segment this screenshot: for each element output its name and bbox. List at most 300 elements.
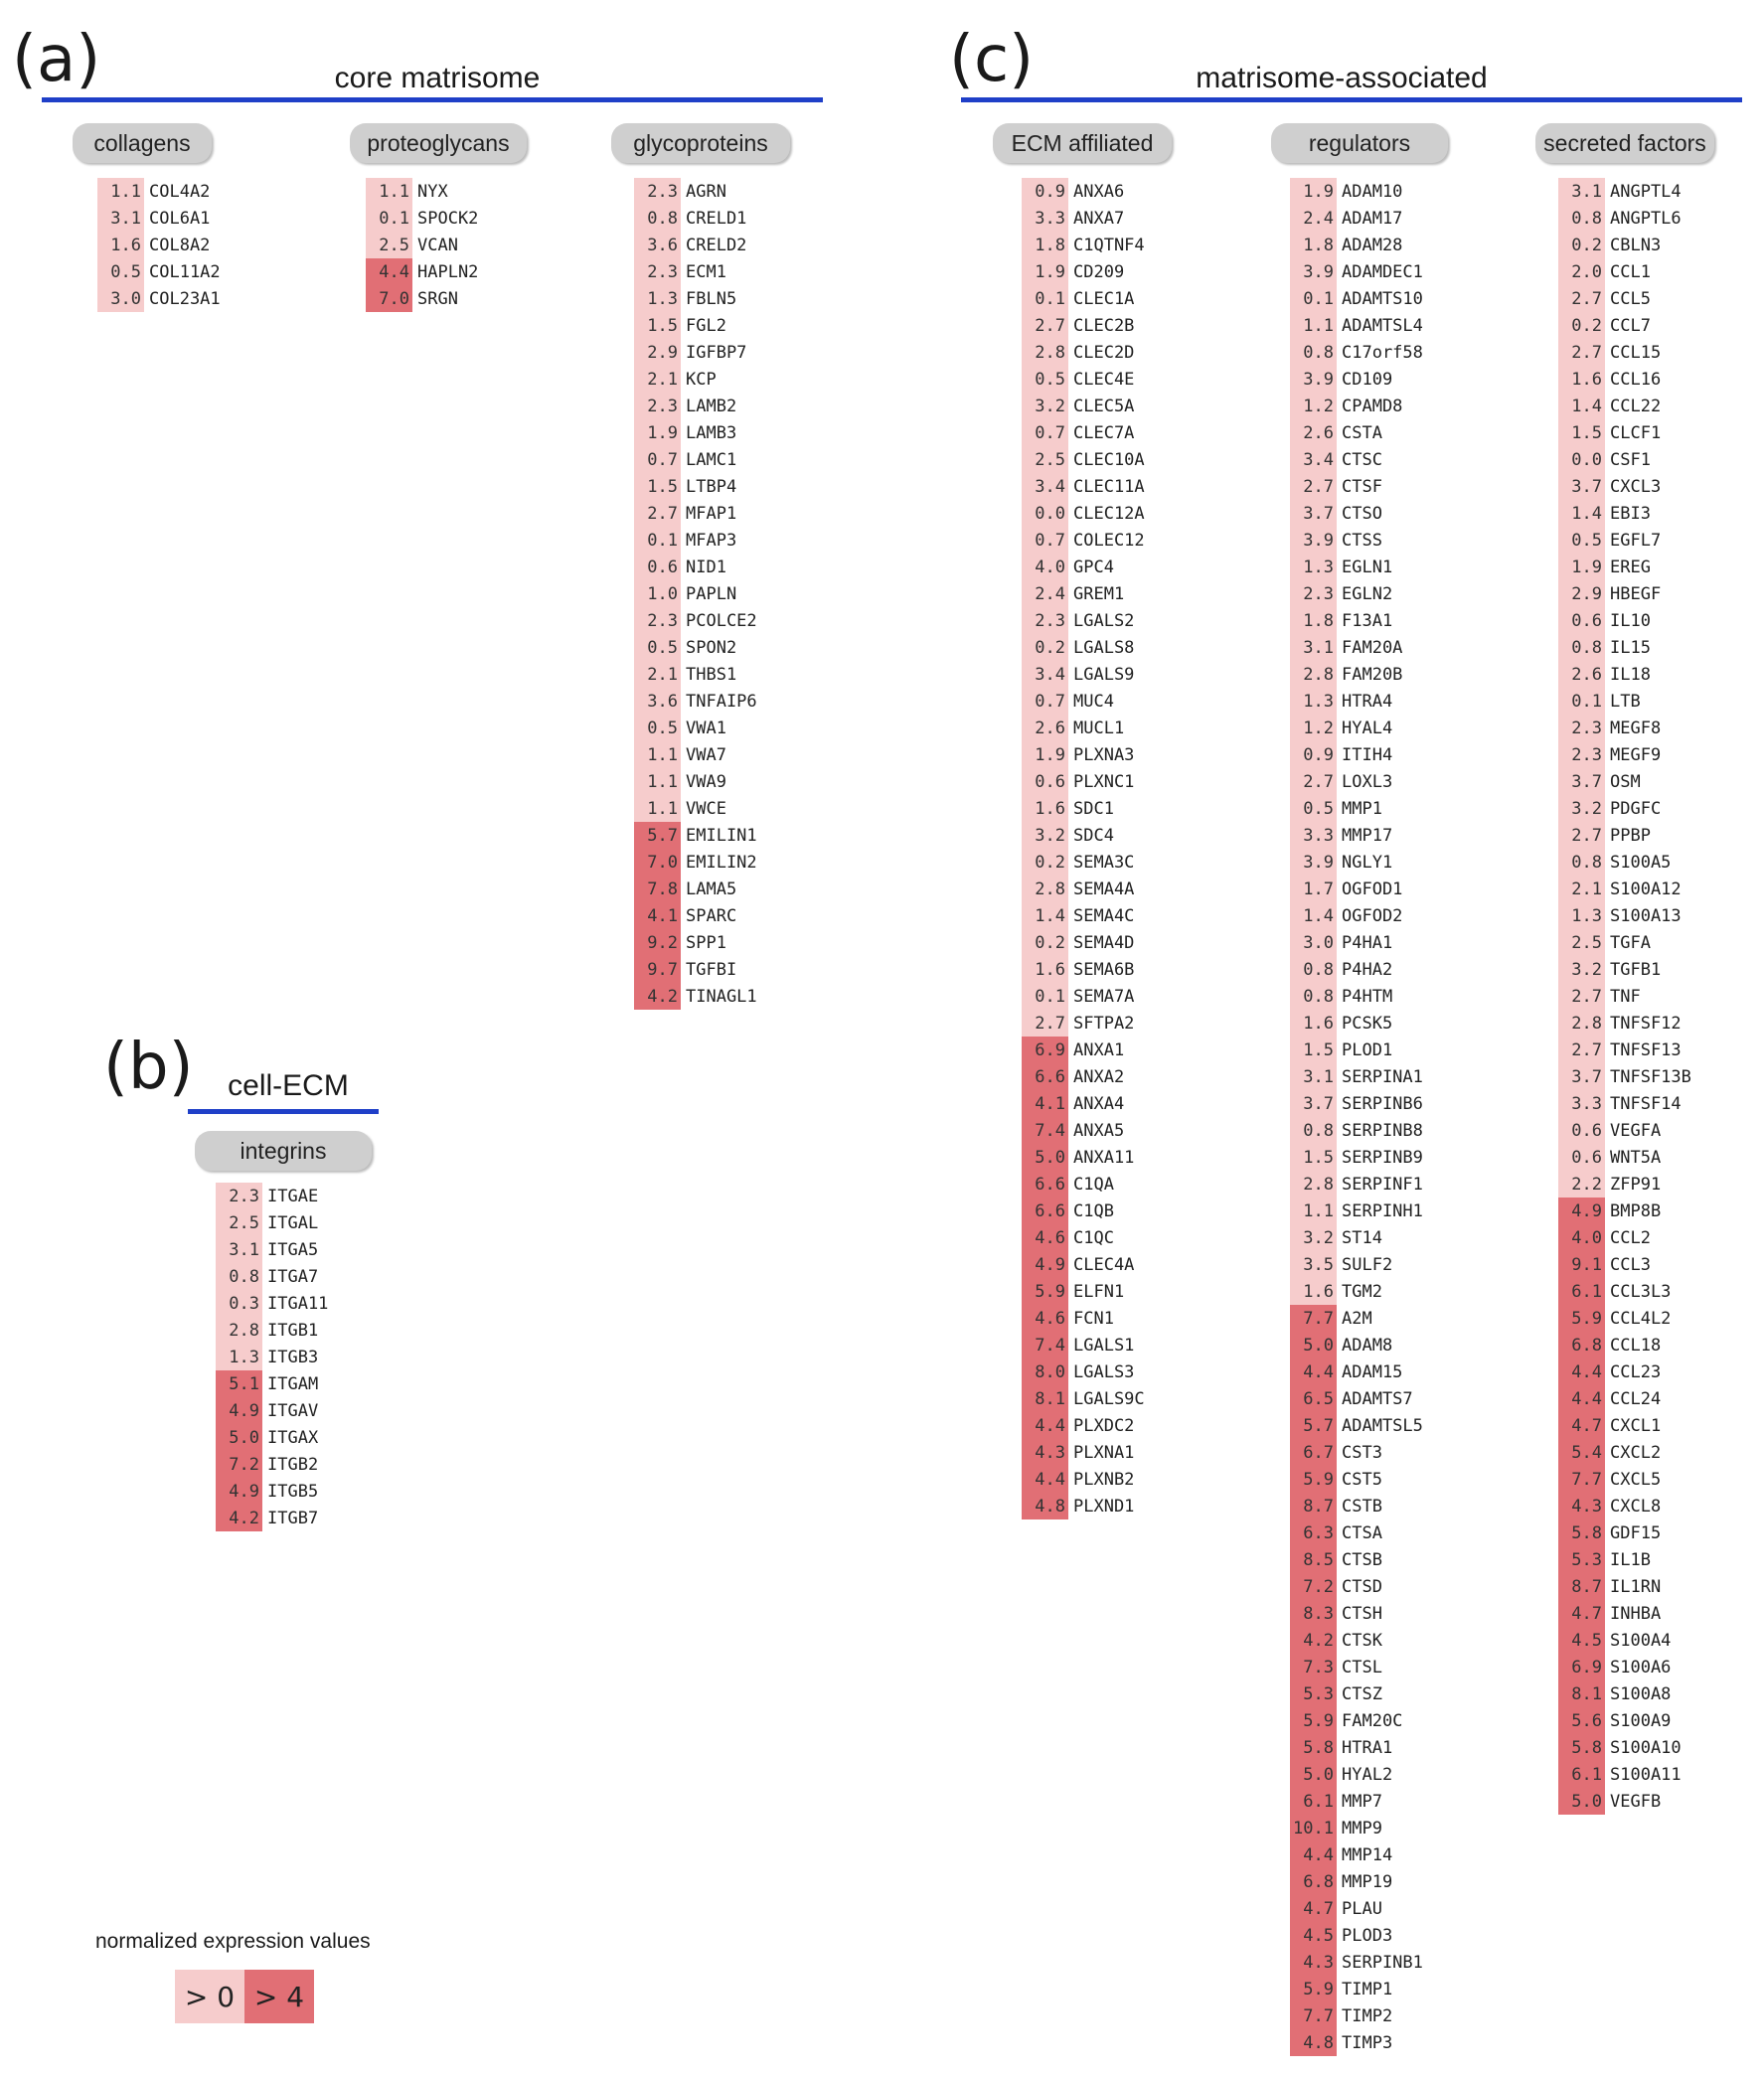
gene-row — [1022, 876, 1145, 902]
expression-value-cell: 4.3 — [1290, 1949, 1337, 1976]
gene-row — [1022, 1117, 1145, 1144]
gene-row — [216, 1424, 328, 1451]
gene-name-label: ITIH4 — [1342, 744, 1393, 765]
gene-row — [1290, 902, 1423, 929]
expression-value-cell: 6.6 — [1022, 1171, 1068, 1198]
gene-row — [1558, 580, 1691, 607]
expression-value-cell: 4.4 — [1022, 1466, 1068, 1493]
gene-row — [1558, 1707, 1691, 1734]
gene-name-label: CD109 — [1342, 369, 1393, 390]
expression-value-cell: 2.4 — [1290, 205, 1337, 232]
gene-name-label: CCL4L2 — [1610, 1308, 1672, 1329]
gene-row — [1290, 929, 1423, 956]
gene-name-label: SERPINB1 — [1342, 1952, 1423, 1973]
expression-value-cell: 2.5 — [366, 232, 412, 258]
gene-row — [634, 339, 757, 366]
expression-value-cell: 3.2 — [1558, 956, 1605, 983]
gene-row — [1290, 1412, 1423, 1439]
gene-name-label: LGALS2 — [1073, 610, 1135, 631]
gene-name-label: ITGAX — [267, 1427, 319, 1448]
expression-value-cell: 1.3 — [1558, 902, 1605, 929]
expression-value-cell: 2.3 — [1290, 580, 1337, 607]
expression-value-cell: 2.2 — [1558, 1171, 1605, 1198]
expression-value-cell: 2.7 — [1558, 983, 1605, 1010]
gene-name-label: LGALS8 — [1073, 637, 1135, 658]
expression-value-cell: 5.9 — [1022, 1278, 1068, 1305]
expression-value-cell: 1.1 — [634, 741, 681, 768]
gene-name-label: MEGF8 — [1610, 718, 1662, 738]
expression-value-cell: 4.2 — [216, 1505, 262, 1531]
expression-value-cell: 4.1 — [634, 902, 681, 929]
gene-name-label: ECM1 — [686, 261, 726, 282]
expression-value-cell: 4.8 — [1290, 2029, 1337, 2056]
gene-row — [1558, 1332, 1691, 1358]
gene-name-label: NYX — [417, 181, 448, 202]
gene-row — [1558, 1493, 1691, 1519]
gene-row — [1290, 1654, 1423, 1680]
expression-value-cell: 2.7 — [1558, 285, 1605, 312]
gene-name-label: TGFA — [1610, 932, 1651, 953]
panel-letter-b: (b) — [103, 1031, 194, 1104]
gene-row — [1290, 1815, 1423, 1841]
gene-row — [1290, 580, 1423, 607]
gene-name-label: PLXNC1 — [1073, 771, 1135, 792]
gene-row — [634, 983, 757, 1010]
gene-name-label: TNFSF12 — [1610, 1013, 1682, 1034]
section-rule-matrisome-associated — [961, 97, 1742, 102]
gene-name-label: CXCL1 — [1610, 1415, 1662, 1436]
expression-value-cell: 0.6 — [1558, 1117, 1605, 1144]
expression-value-cell: 2.3 — [634, 607, 681, 634]
gene-name-label: P4HTM — [1342, 986, 1393, 1007]
expression-value-cell: 3.7 — [1290, 500, 1337, 527]
gene-name-label: VWA7 — [686, 744, 726, 765]
expression-value-cell: 4.6 — [1022, 1305, 1068, 1332]
gene-row — [216, 1263, 328, 1290]
gene-name-label: TNFAIP6 — [686, 691, 757, 712]
expression-value-cell: 0.8 — [1290, 983, 1337, 1010]
gene-name-label: SDC4 — [1073, 825, 1114, 846]
gene-row — [216, 1317, 328, 1344]
expression-value-cell: 2.1 — [1558, 876, 1605, 902]
gene-row — [1558, 1654, 1691, 1680]
gene-row — [634, 527, 757, 554]
gene-name-label: ANGPTL6 — [1610, 208, 1682, 229]
expression-value-cell: 0.8 — [1558, 849, 1605, 876]
expression-value-cell: 0.0 — [1022, 500, 1068, 527]
expression-value-cell: 8.7 — [1290, 1493, 1337, 1519]
gene-row — [1022, 768, 1145, 795]
gene-name-label: AGRN — [686, 181, 726, 202]
expression-value-cell: 1.9 — [1290, 178, 1337, 205]
gene-row — [1558, 258, 1691, 285]
gene-row — [1558, 366, 1691, 393]
gene-name-label: TGM2 — [1342, 1281, 1382, 1302]
gene-row — [1558, 715, 1691, 741]
gene-row — [1558, 1305, 1691, 1332]
gene-row — [1558, 1439, 1691, 1466]
gene-name-label: TNFSF13 — [1610, 1039, 1682, 1060]
gene-row — [634, 741, 757, 768]
expression-value-cell: 3.6 — [634, 232, 681, 258]
gene-row — [634, 795, 757, 822]
expression-value-cell: 7.0 — [366, 285, 412, 312]
gene-row — [1022, 795, 1145, 822]
expression-value-cell: 0.8 — [1290, 339, 1337, 366]
gene-name-label: LGALS1 — [1073, 1335, 1135, 1356]
expression-value-cell: 7.3 — [1290, 1654, 1337, 1680]
gene-row — [1022, 1010, 1145, 1037]
expression-value-cell: 4.2 — [634, 983, 681, 1010]
gene-row — [1290, 339, 1423, 366]
gene-row — [97, 258, 221, 285]
gene-name-label: CTSH — [1342, 1603, 1382, 1624]
gene-row — [1022, 1493, 1145, 1519]
gene-row — [1558, 1198, 1691, 1224]
gene-name-label: LOXL3 — [1342, 771, 1393, 792]
expression-value-cell: 1.1 — [366, 178, 412, 205]
expression-value-cell: 5.1 — [216, 1370, 262, 1397]
expression-value-cell: 1.1 — [634, 768, 681, 795]
gene-name-label: ANXA4 — [1073, 1093, 1125, 1114]
expression-value-cell: 1.4 — [1558, 500, 1605, 527]
expression-value-cell: 2.6 — [1022, 715, 1068, 741]
expression-value-cell: 4.7 — [1290, 1895, 1337, 1922]
expression-value-cell: 1.0 — [634, 580, 681, 607]
expression-value-cell: 7.7 — [1558, 1466, 1605, 1493]
expression-value-cell: 5.0 — [1290, 1761, 1337, 1788]
gene-row — [1558, 1251, 1691, 1278]
expression-value-cell: 0.2 — [1558, 312, 1605, 339]
gene-row — [1558, 822, 1691, 849]
gene-name-label: HTRA4 — [1342, 691, 1393, 712]
expression-value-cell: 4.4 — [1558, 1385, 1605, 1412]
gene-name-label: PAPLN — [686, 583, 737, 604]
gene-row — [1022, 849, 1145, 876]
gene-row — [216, 1290, 328, 1317]
gene-name-label: CCL15 — [1610, 342, 1662, 363]
expression-value-cell: 5.3 — [1290, 1680, 1337, 1707]
expression-value-cell: 4.9 — [1558, 1198, 1605, 1224]
gene-column-ecm-affiliated — [1022, 178, 1145, 1519]
expression-value-cell: 4.2 — [1290, 1627, 1337, 1654]
expression-value-cell: 2.8 — [1022, 876, 1068, 902]
expression-value-cell: 4.9 — [1022, 1251, 1068, 1278]
gene-name-label: CLEC11A — [1073, 476, 1145, 497]
gene-row — [1558, 500, 1691, 527]
expression-value-cell: 1.2 — [1290, 393, 1337, 419]
gene-name-label: SEMA4D — [1073, 932, 1135, 953]
gene-row — [1290, 419, 1423, 446]
gene-name-label: CCL1 — [1610, 261, 1651, 282]
expression-value-cell: 3.0 — [97, 285, 144, 312]
gene-row — [634, 956, 757, 983]
expression-value-cell: 2.0 — [1558, 258, 1605, 285]
expression-value-cell: 1.6 — [1290, 1278, 1337, 1305]
gene-name-label: LAMA5 — [686, 879, 737, 899]
section-title-core-matrisome: core matrisome — [334, 62, 541, 94]
gene-name-label: C1QC — [1073, 1227, 1114, 1248]
gene-row — [634, 232, 757, 258]
expression-value-cell: 0.3 — [216, 1290, 262, 1317]
gene-name-label: S100A10 — [1610, 1737, 1682, 1758]
gene-row — [1290, 1949, 1423, 1976]
gene-row — [1022, 661, 1145, 688]
gene-name-label: LTBP4 — [686, 476, 737, 497]
expression-value-cell: 2.7 — [1290, 768, 1337, 795]
gene-row — [1558, 1278, 1691, 1305]
gene-row — [1022, 634, 1145, 661]
section-rule-cell-ecm — [188, 1109, 379, 1114]
category-pill-secreted-factors: secreted factors — [1535, 123, 1714, 163]
expression-value-cell: 5.8 — [1558, 1519, 1605, 1546]
gene-row — [1022, 1332, 1145, 1358]
gene-name-label: SEMA3C — [1073, 852, 1135, 873]
gene-name-label: CST5 — [1342, 1469, 1382, 1490]
expression-value-cell: 2.6 — [1290, 419, 1337, 446]
gene-row — [634, 580, 757, 607]
expression-value-cell: 3.1 — [1290, 634, 1337, 661]
gene-name-label: CRELD2 — [686, 235, 747, 255]
gene-name-label: HYAL2 — [1342, 1764, 1393, 1785]
gene-row — [1290, 822, 1423, 849]
expression-value-cell: 3.1 — [1558, 178, 1605, 205]
gene-row — [1558, 1385, 1691, 1412]
gene-row — [1558, 1600, 1691, 1627]
gene-row — [97, 232, 221, 258]
legend-swatch-high: > 4 — [244, 1970, 314, 2023]
gene-name-label: C1QA — [1073, 1174, 1114, 1195]
gene-name-label: P4HA2 — [1342, 959, 1393, 980]
gene-row — [1022, 580, 1145, 607]
expression-value-cell: 2.7 — [1558, 339, 1605, 366]
expression-value-cell: 2.7 — [1558, 1037, 1605, 1063]
gene-row — [1022, 312, 1145, 339]
gene-row — [216, 1344, 328, 1370]
expression-value-cell: 1.8 — [1290, 232, 1337, 258]
expression-value-cell: 2.9 — [634, 339, 681, 366]
gene-name-label: HTRA1 — [1342, 1737, 1393, 1758]
gene-name-label: SPON2 — [686, 637, 737, 658]
gene-row — [1290, 1144, 1423, 1171]
gene-name-label: EGLN2 — [1342, 583, 1393, 604]
gene-row — [1558, 393, 1691, 419]
gene-row — [1558, 527, 1691, 554]
expression-value-cell: 9.7 — [634, 956, 681, 983]
gene-name-label: EMILIN2 — [686, 852, 757, 873]
gene-row — [1558, 929, 1691, 956]
gene-row — [1022, 1198, 1145, 1224]
gene-name-label: PLAU — [1342, 1898, 1382, 1919]
gene-row — [1022, 232, 1145, 258]
expression-value-cell: 6.7 — [1290, 1439, 1337, 1466]
gene-name-label: IL1B — [1610, 1549, 1651, 1570]
expression-value-cell: 1.5 — [634, 473, 681, 500]
expression-value-cell: 8.0 — [1022, 1358, 1068, 1385]
gene-row — [216, 1236, 328, 1263]
gene-name-label: SDC1 — [1073, 798, 1114, 819]
gene-name-label: FBLN5 — [686, 288, 737, 309]
expression-value-cell: 4.6 — [1022, 1224, 1068, 1251]
expression-value-cell: 2.1 — [634, 366, 681, 393]
gene-name-label: THBS1 — [686, 664, 737, 685]
gene-name-label: OGFOD2 — [1342, 905, 1403, 926]
gene-name-label: TIMP2 — [1342, 2005, 1393, 2026]
expression-value-cell: 1.6 — [1290, 1010, 1337, 1037]
gene-row — [1022, 393, 1145, 419]
gene-row — [1558, 1466, 1691, 1493]
gene-name-label: LGALS3 — [1073, 1361, 1135, 1382]
gene-row — [1290, 607, 1423, 634]
gene-column-integrins — [216, 1183, 328, 1531]
expression-value-cell: 4.1 — [1022, 1090, 1068, 1117]
expression-value-cell: 1.1 — [1290, 1198, 1337, 1224]
gene-name-label: MMP14 — [1342, 1844, 1393, 1865]
gene-name-label: SPARC — [686, 905, 737, 926]
expression-value-cell: 1.1 — [634, 795, 681, 822]
expression-value-cell: 2.5 — [1558, 929, 1605, 956]
gene-name-label: ANXA1 — [1073, 1039, 1125, 1060]
expression-value-cell: 1.4 — [1558, 393, 1605, 419]
expression-value-cell: 3.9 — [1290, 366, 1337, 393]
expression-value-cell: 3.9 — [1290, 527, 1337, 554]
gene-row — [1290, 956, 1423, 983]
gene-row — [1558, 1546, 1691, 1573]
gene-row — [1558, 849, 1691, 876]
gene-name-label: TIMP3 — [1342, 2032, 1393, 2053]
gene-row — [634, 822, 757, 849]
gene-row — [216, 1397, 328, 1424]
gene-row — [366, 285, 478, 312]
gene-name-label: VEGFB — [1610, 1791, 1662, 1812]
gene-name-label: ANXA7 — [1073, 208, 1125, 229]
expression-value-cell: 5.0 — [1558, 1788, 1605, 1815]
expression-value-cell: 4.5 — [1290, 1922, 1337, 1949]
gene-name-label: TGFBI — [686, 959, 737, 980]
expression-value-cell: 8.3 — [1290, 1600, 1337, 1627]
gene-name-label: ITGAM — [267, 1373, 319, 1394]
gene-name-label: CLEC2B — [1073, 315, 1135, 336]
gene-name-label: CCL16 — [1610, 369, 1662, 390]
expression-value-cell: 1.5 — [1290, 1144, 1337, 1171]
expression-value-cell: 2.3 — [634, 258, 681, 285]
gene-name-label: IL1RN — [1610, 1576, 1662, 1597]
gene-name-label: ITGB1 — [267, 1320, 319, 1341]
gene-name-label: CLEC7A — [1073, 422, 1135, 443]
gene-name-label: A2M — [1342, 1308, 1372, 1329]
expression-value-cell: 7.8 — [634, 876, 681, 902]
expression-value-cell: 4.4 — [1290, 1358, 1337, 1385]
gene-name-label: PLXNB2 — [1073, 1469, 1135, 1490]
expression-value-cell: 5.0 — [1022, 1144, 1068, 1171]
gene-name-label: VWA1 — [686, 718, 726, 738]
gene-name-label: ADAMTSL5 — [1342, 1415, 1423, 1436]
expression-value-cell: 0.6 — [1558, 607, 1605, 634]
gene-row — [1558, 1010, 1691, 1037]
gene-name-label: EREG — [1610, 557, 1651, 577]
gene-column-secreted-factors — [1558, 178, 1691, 1815]
gene-row — [1022, 1090, 1145, 1117]
expression-value-cell: 0.1 — [1290, 285, 1337, 312]
expression-value-cell: 6.1 — [1558, 1278, 1605, 1305]
expression-value-cell: 2.3 — [634, 178, 681, 205]
expression-value-cell: 2.7 — [1558, 822, 1605, 849]
gene-row — [1290, 1868, 1423, 1895]
expression-value-cell: 2.8 — [1290, 1171, 1337, 1198]
expression-value-cell: 6.3 — [1290, 1519, 1337, 1546]
expression-value-cell: 0.5 — [634, 715, 681, 741]
gene-name-label: CSF1 — [1610, 449, 1651, 470]
gene-row — [1290, 1895, 1423, 1922]
gene-name-label: COLEC12 — [1073, 530, 1145, 551]
gene-row — [366, 205, 478, 232]
expression-value-cell: 3.1 — [97, 205, 144, 232]
gene-name-label: LAMB2 — [686, 396, 737, 416]
gene-name-label: CLEC12A — [1073, 503, 1145, 524]
expression-value-cell: 3.1 — [1290, 1063, 1337, 1090]
expression-value-cell: 5.8 — [1558, 1734, 1605, 1761]
gene-row — [1290, 1627, 1423, 1654]
gene-name-label: BMP8B — [1610, 1200, 1662, 1221]
gene-name-label: ITGB7 — [267, 1508, 319, 1528]
expression-value-cell: 1.9 — [1022, 258, 1068, 285]
gene-name-label: ADAMTS10 — [1342, 288, 1423, 309]
gene-name-label: EGLN1 — [1342, 557, 1393, 577]
gene-name-label: ST14 — [1342, 1227, 1382, 1248]
gene-name-label: PLXNA1 — [1073, 1442, 1135, 1463]
gene-name-label: IL18 — [1610, 664, 1651, 685]
expression-value-cell: 1.1 — [1290, 312, 1337, 339]
gene-name-label: KCP — [686, 369, 717, 390]
gene-row — [1558, 1761, 1691, 1788]
gene-row — [1290, 1117, 1423, 1144]
expression-value-cell: 4.7 — [1558, 1600, 1605, 1627]
expression-value-cell: 0.1 — [366, 205, 412, 232]
expression-value-cell: 3.2 — [1290, 1224, 1337, 1251]
expression-value-cell: 0.8 — [1558, 205, 1605, 232]
gene-row — [1290, 688, 1423, 715]
expression-value-cell: 0.2 — [1558, 232, 1605, 258]
gene-name-label: CSTA — [1342, 422, 1382, 443]
gene-row — [1290, 1922, 1423, 1949]
gene-name-label: P4HA1 — [1342, 932, 1393, 953]
gene-row — [1558, 1358, 1691, 1385]
expression-value-cell: 0.7 — [634, 446, 681, 473]
gene-row — [1558, 983, 1691, 1010]
gene-row — [1022, 1358, 1145, 1385]
expression-value-cell: 1.4 — [1022, 902, 1068, 929]
expression-value-cell: 5.0 — [216, 1424, 262, 1451]
gene-name-label: ITGB3 — [267, 1347, 319, 1367]
gene-row — [1558, 902, 1691, 929]
expression-value-cell: 0.8 — [1558, 634, 1605, 661]
expression-value-cell: 1.5 — [1558, 419, 1605, 446]
expression-value-cell: 3.7 — [1558, 1063, 1605, 1090]
gene-row — [1558, 634, 1691, 661]
expression-value-cell: 3.2 — [1022, 393, 1068, 419]
gene-row — [1290, 473, 1423, 500]
gene-row — [1022, 1278, 1145, 1305]
expression-value-cell: 4.4 — [1558, 1358, 1605, 1385]
gene-name-label: LGALS9 — [1073, 664, 1135, 685]
gene-row — [1022, 473, 1145, 500]
expression-value-cell: 0.2 — [1022, 929, 1068, 956]
expression-value-cell: 4.3 — [1022, 1439, 1068, 1466]
gene-name-label: ANXA6 — [1073, 181, 1125, 202]
expression-value-cell: 5.8 — [1290, 1734, 1337, 1761]
expression-value-cell: 7.7 — [1290, 2002, 1337, 2029]
gene-name-label: TNFSF14 — [1610, 1093, 1682, 1114]
